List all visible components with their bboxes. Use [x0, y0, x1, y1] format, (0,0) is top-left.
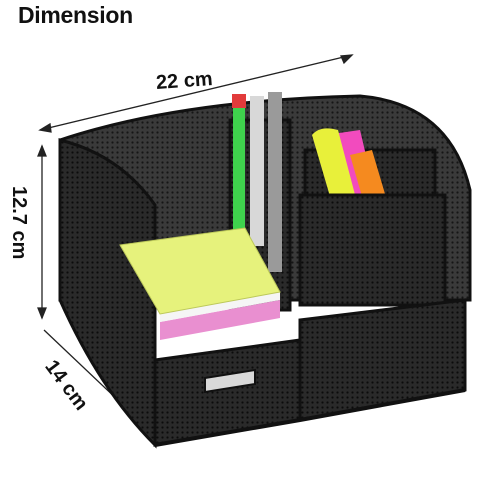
- width-label: 22 cm: [155, 68, 214, 94]
- depth-label: 14 cm: [40, 356, 93, 415]
- arrowhead: [38, 146, 46, 156]
- small-drawer: [155, 340, 300, 445]
- green-marker: [233, 100, 245, 230]
- red-marker-cap: [232, 94, 246, 108]
- grey-pen: [268, 92, 282, 272]
- page-title: Dimension: [18, 2, 133, 28]
- arrowhead: [341, 55, 352, 63]
- right-front-wall: [300, 195, 445, 305]
- large-drawer: [300, 300, 465, 420]
- silver-pen: [250, 96, 264, 246]
- arrowhead: [38, 308, 46, 318]
- height-label: 12.7 cm: [8, 186, 30, 260]
- arrowhead: [40, 124, 51, 132]
